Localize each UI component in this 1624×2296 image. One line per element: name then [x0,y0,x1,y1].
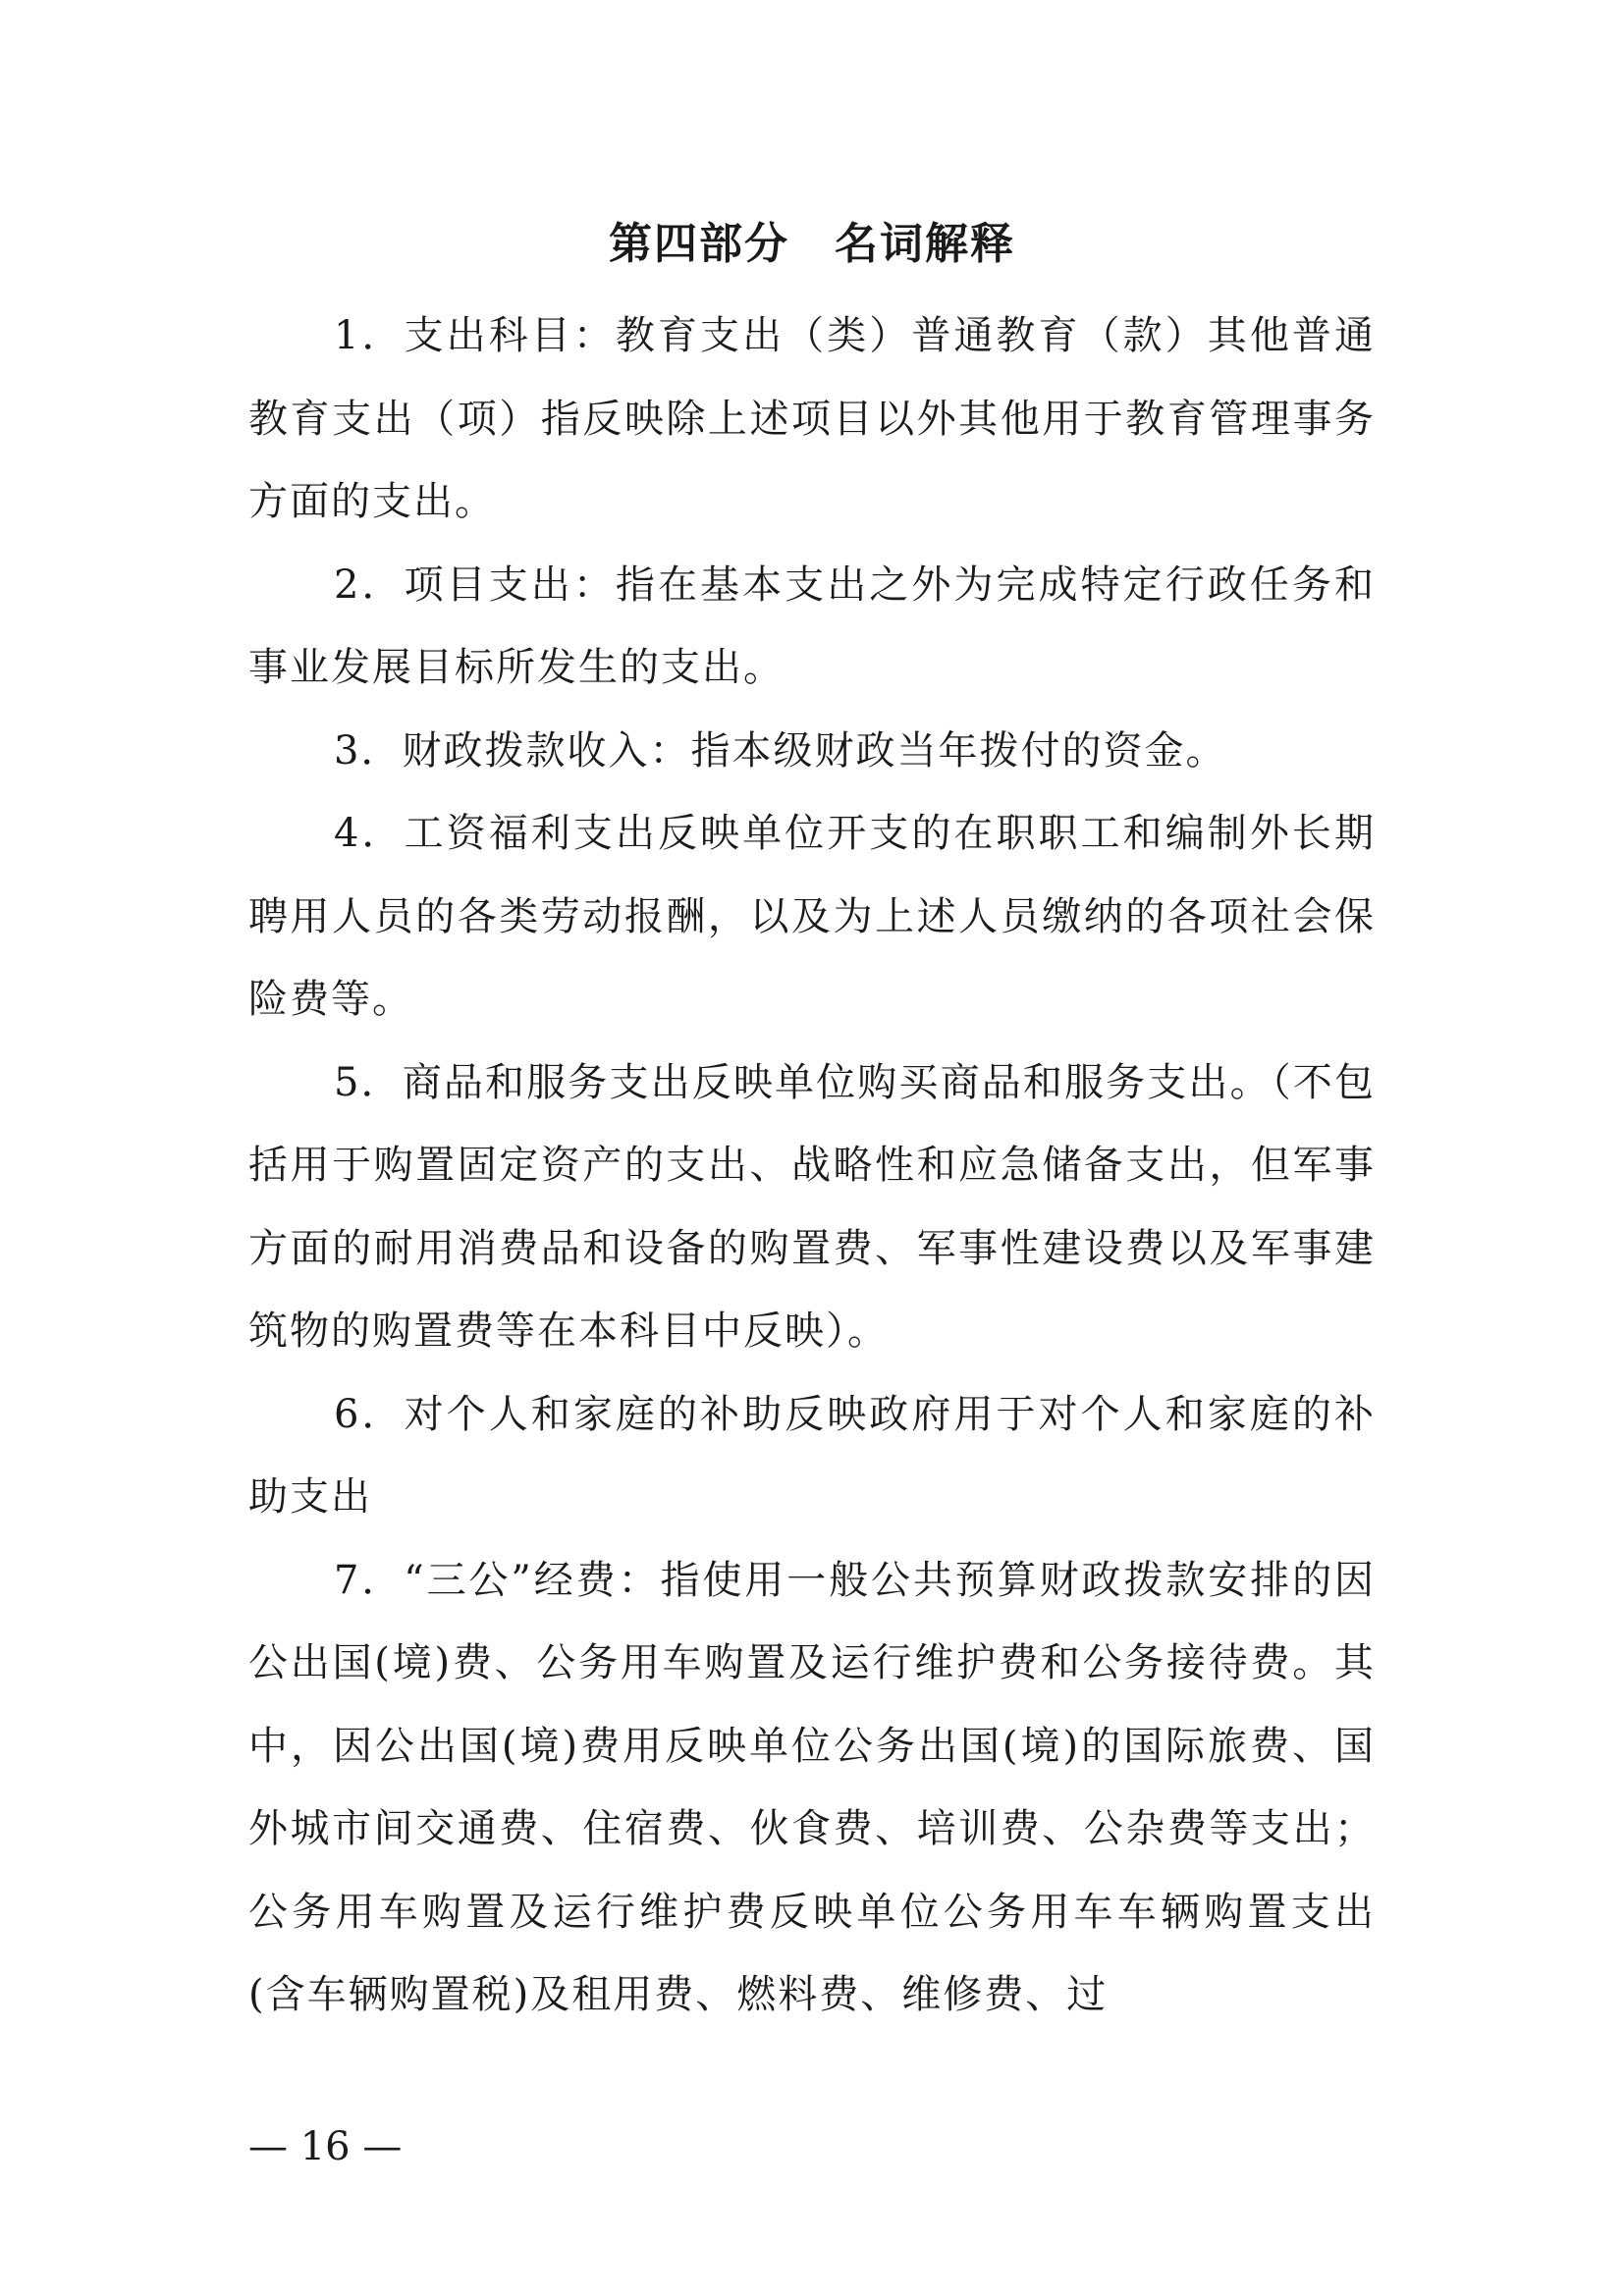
definition-paragraph-1: 1．支出科目：教育支出（类）普通教育（款）其他普通教育支出（项）指反映除上述项目以外其他用于教育管理事务方面的支出。 [248,313,1376,524]
definition-paragraph-7: 7．“三公”经费：指使用一般公共预算财政拨款安排的因公出国(境)费、公务用车购置及运行维护费和公务接待费。其中，因公出国(境)费用反映单位公务出国(境)的国际旅费、国外城市间交通费、住宿费、伙食费、培训费、公杂费等支出；公务用车购置及运行维护费反映单位公务用车车辆购置支出(含车辆购置税)及租用费、燃料费、维修费、过 [248,1557,1376,2017]
page-number: — 16 — [248,2124,403,2169]
definition-paragraph-4: 4．工资福利支出反映单位开支的在职职工和编制外长期聘用人员的各类劳动报酬，以及为上述人员缴纳的各项社会保险费等。 [248,811,1376,1022]
definition-paragraph-3: 3．财政拨款收入：指本级财政当年拨付的资金。 [334,727,1227,774]
definition-paragraph-2: 2．项目支出：指在基本支出之外为完成特定行政任务和事业发展目标所发生的支出。 [248,561,1376,690]
definition-paragraph-5: 5．商品和服务支出反映单位购买商品和服务支出。（不包括用于购置固定资产的支出、战略性和应急储备支出，但军事方面的耐用消费品和设备的购置费、军事性建设费以及军事建筑物的购置费等在本科目中反映）。 [248,1059,1376,1354]
definition-paragraph-6: 6．对个人和家庭的补助反映政府用于对个人和家庭的补助支出 [248,1391,1376,1520]
document-body [248,294,1376,2037]
section-title: 第四部分 名词解释 [609,219,1015,269]
